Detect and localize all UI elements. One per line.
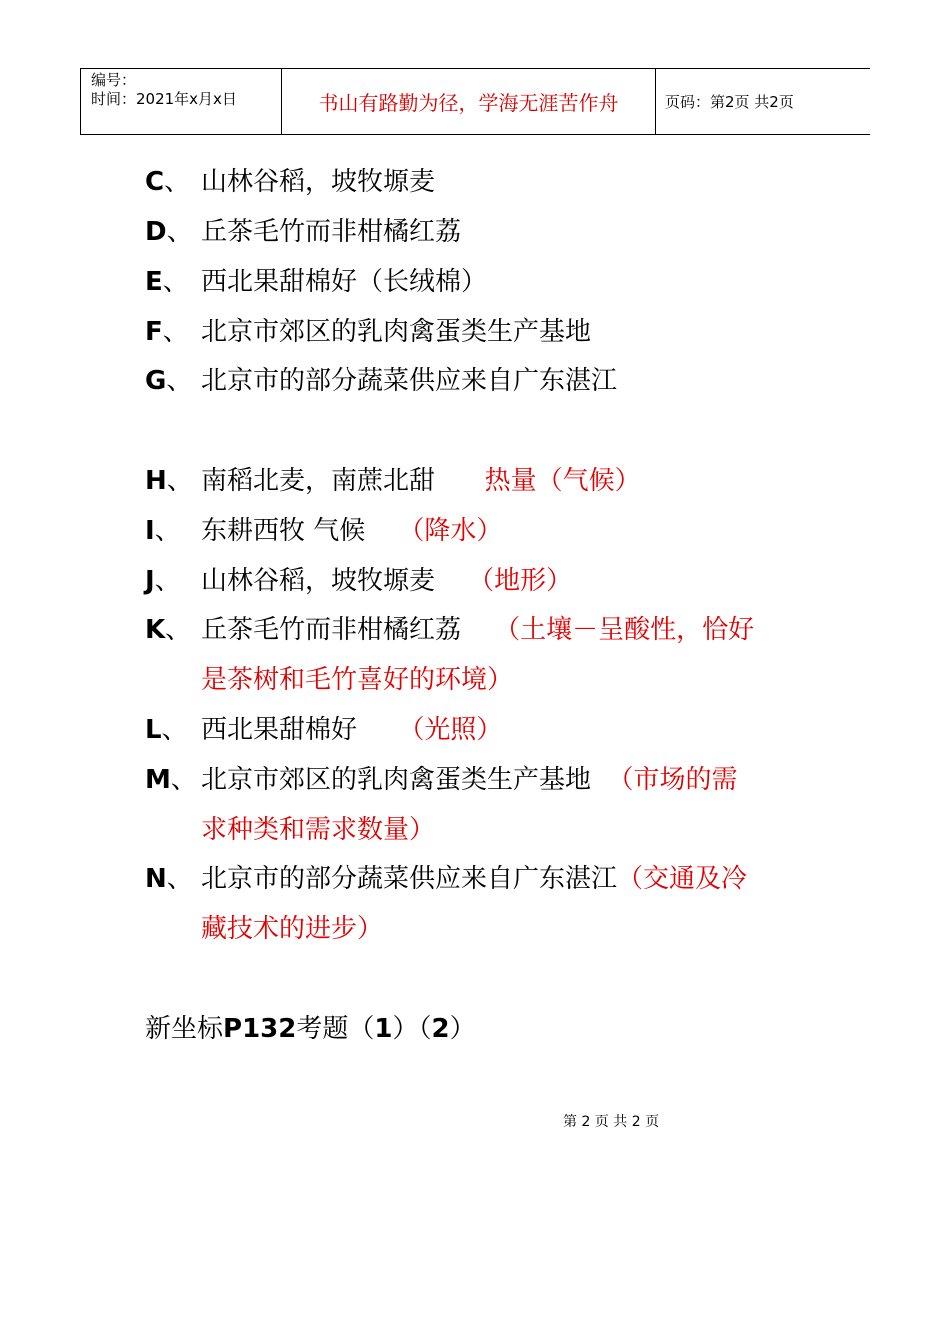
item-text: 北京市郊区的乳肉禽蛋类生产基地 [201, 317, 592, 347]
item-text: 西北果甜棉好 [201, 715, 358, 745]
list-item-g [145, 363, 617, 399]
item-letter: N [145, 864, 167, 894]
item-text: 南稻北麦，南蔗北甜 [201, 466, 436, 496]
item-answer: （地形） [468, 566, 573, 596]
item-separator: 、 [165, 615, 192, 645]
list-item-n-continuation: 藏技术的进步） [201, 914, 384, 944]
list-item-k [145, 612, 754, 648]
item-answer: （光照） [398, 715, 503, 745]
header-motto-cell [282, 69, 656, 134]
header-page-label: 页码：第2页 共2页 [665, 93, 794, 111]
item-gap [435, 466, 485, 496]
item-separator: 、 [166, 217, 193, 247]
item-text: 北京市郊区的乳肉禽蛋类生产基地 [201, 765, 592, 795]
item-letter: C [145, 167, 165, 197]
item-separator: 、 [161, 715, 188, 745]
list-item-i [145, 513, 502, 549]
item-letter: M [145, 765, 171, 795]
header-page-cell [656, 69, 871, 134]
item-letter: E [145, 267, 163, 297]
reference-mid: 考题（ [296, 1014, 375, 1044]
item-letter: I [145, 516, 155, 546]
item-separator: 、 [154, 516, 181, 546]
item-answer: 热量（气候） [484, 466, 641, 496]
item-text: 山林谷稻，坡牧塬麦 [201, 167, 436, 197]
item-letter: K [145, 615, 166, 645]
list-item-f [145, 314, 591, 350]
item-letter: L [145, 715, 162, 745]
document-number-label: 编号： [91, 71, 137, 89]
list-item-m-continuation: 求种类和需求数量） [201, 815, 436, 845]
item-text: 丘茶毛竹而非柑橘红荔 [201, 217, 462, 247]
item-letter: G [145, 366, 167, 396]
reference-end: ） [449, 1014, 476, 1044]
list-item-n [145, 861, 747, 897]
item-text: 北京市的部分蔬菜供应来自广东湛江 [201, 366, 618, 396]
item-letter: J [145, 566, 155, 596]
item-gap [435, 566, 468, 596]
item-separator: 、 [170, 765, 197, 795]
header-meta-cell [81, 69, 282, 134]
item-gap [591, 765, 608, 795]
reference-question-2: 2 [431, 1014, 450, 1044]
list-item-j [145, 563, 572, 599]
reference-line [145, 1011, 476, 1047]
header-motto: 书山有路勤为径，学海无涯苦作舟 [318, 91, 619, 115]
item-separator: 、 [166, 864, 193, 894]
item-separator: 、 [162, 267, 189, 297]
item-gap [461, 615, 494, 645]
list-item-l [145, 712, 502, 748]
item-text: 北京市的部分蔬菜供应来自广东湛江 [201, 864, 618, 894]
item-letter: F [145, 317, 163, 347]
item-text: 东耕西牧 气候 [201, 516, 366, 546]
list-item-m [145, 762, 738, 798]
item-separator: 、 [154, 566, 181, 596]
item-answer: （交通及冷 [617, 864, 748, 894]
item-answer: （土壤－呈酸性，恰好 [494, 615, 755, 645]
list-item-e [145, 264, 487, 300]
item-separator: 、 [164, 167, 191, 197]
page-footer: 第 2 页 共 2 页 [563, 1114, 660, 1130]
list-item-h [145, 463, 641, 499]
reference-page: P132 [223, 1014, 297, 1044]
item-text: 丘茶毛竹而非柑橘红荔 [201, 615, 462, 645]
list-item-k-continuation: 是茶树和毛竹喜好的环境） [201, 665, 514, 695]
item-letter: D [145, 217, 167, 247]
document-date-label: 时间：2021年x月x日 [91, 90, 237, 108]
item-letter: H [145, 466, 167, 496]
item-gap [365, 516, 398, 546]
item-answer: （市场的需 [607, 765, 738, 795]
item-separator: 、 [166, 466, 193, 496]
reference-question-1: 1 [374, 1014, 393, 1044]
item-gap [357, 715, 398, 745]
item-text: 西北果甜棉好（长绒棉） [201, 267, 488, 297]
item-answer: （降水） [398, 516, 503, 546]
reference-separator: ）（ [392, 1014, 432, 1044]
list-item-c [145, 164, 435, 200]
item-separator: 、 [162, 317, 189, 347]
document-header [80, 68, 870, 135]
list-item-d [145, 214, 461, 250]
reference-prefix: 新坐标 [145, 1014, 224, 1044]
item-separator: 、 [166, 366, 193, 396]
item-text: 山林谷稻，坡牧塬麦 [201, 566, 436, 596]
